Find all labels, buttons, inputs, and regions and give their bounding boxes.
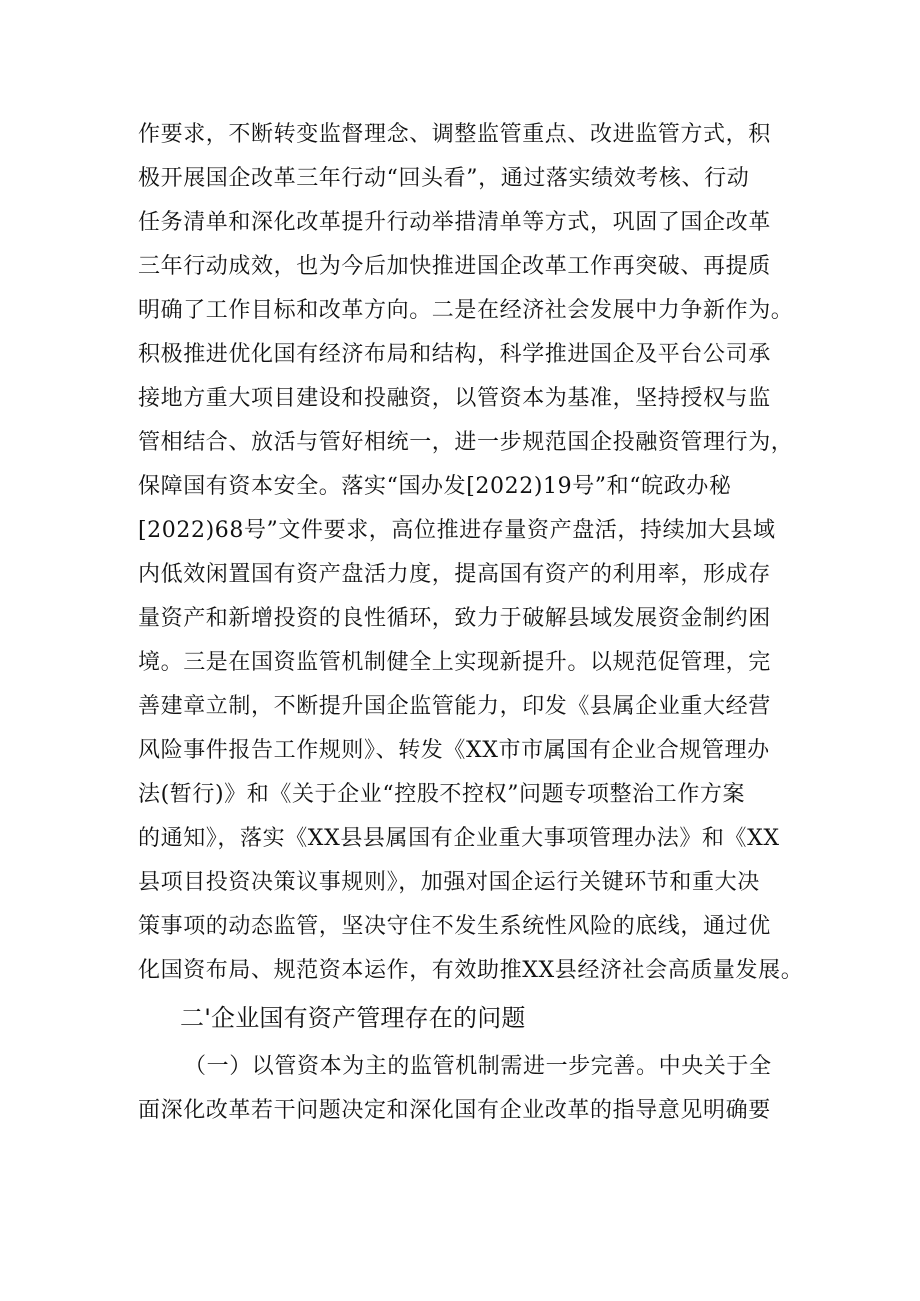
body-text-line: 接地方重大项目建设和投融资，以管资本为基准，坚持授权与监 <box>138 386 771 411</box>
body-text-line: 内低效闲置国有资产盘活力度，提高国有资产的利用率，形成存 <box>138 562 771 587</box>
body-text-line: 极开展国企改革三年行动“回头看”，通过落实绩效考核、行动 <box>138 166 750 191</box>
body-text-line: 管相结合、放活与管好相统一，进一步规范国企投融资管理行为， <box>138 430 794 455</box>
body-text-line: （一）以管资本为主的监管机制需进一步完善。中央关于全 <box>184 1054 772 1079</box>
body-text-line: 明确了工作目标和改革方向。二是在经济社会发展中力争新作为。 <box>138 298 794 323</box>
body-text-line: 风险事件报告工作规则》、转发《XX市市属国有企业合规管理办 <box>138 738 770 763</box>
body-text-line: 善建章立制，不断提升国企监管能力，印发《县属企业重大经营 <box>138 694 771 719</box>
body-text-line: 任务清单和深化改革提升行动举措清单等方式，巩固了国企改革 <box>138 210 771 235</box>
body-text-line: 面深化改革若干问题决定和深化国有企业改革的指导意见明确要 <box>138 1098 771 1123</box>
body-text-line: 化国资布局、规范资本运作，有效助推XX县经济社会高质量发展。 <box>138 958 804 983</box>
section-heading: 二'企业国有资产管理存在的问题 <box>180 1004 526 1032</box>
body-text-line: 的通知》，落实《XX县县属国有企业重大事项管理办法》和《XX <box>138 826 780 851</box>
body-text-line: [2022)68号”文件要求，高位推进存量资产盘活，持续加大县域 <box>138 518 776 543</box>
body-text-line: 策事项的动态监管，坚决守住不发生系统性风险的底线，通过优 <box>138 914 771 939</box>
body-text-line: 保障国有资本安全。落实“国办发[2022)19号”和“皖政办秘 <box>138 474 732 499</box>
body-text-line: 量资产和新增投资的良性循环，致力于破解县域发展资金制约困 <box>138 606 771 631</box>
body-text-line: 作要求，不断转变监督理念、调整监管重点、改进监管方式，积 <box>138 122 771 147</box>
body-text-line: 积极推进优化国有经济布局和结构，科学推进国企及平台公司承 <box>138 342 771 367</box>
body-text-line: 境。三是在国资监管机制健全上实现新提升。以规范促管理，完 <box>138 650 771 675</box>
body-text-line: 三年行动成效，也为今后加快推进国企改革工作再突破、再提质 <box>138 254 771 279</box>
body-text-line: 县项目投资决策议事规则》，加强对国企运行关键环节和重大决 <box>138 870 760 895</box>
body-text-line: 法(暂行)》和《关于企业“控股不控权”问题专项整治工作方案 <box>138 782 746 807</box>
